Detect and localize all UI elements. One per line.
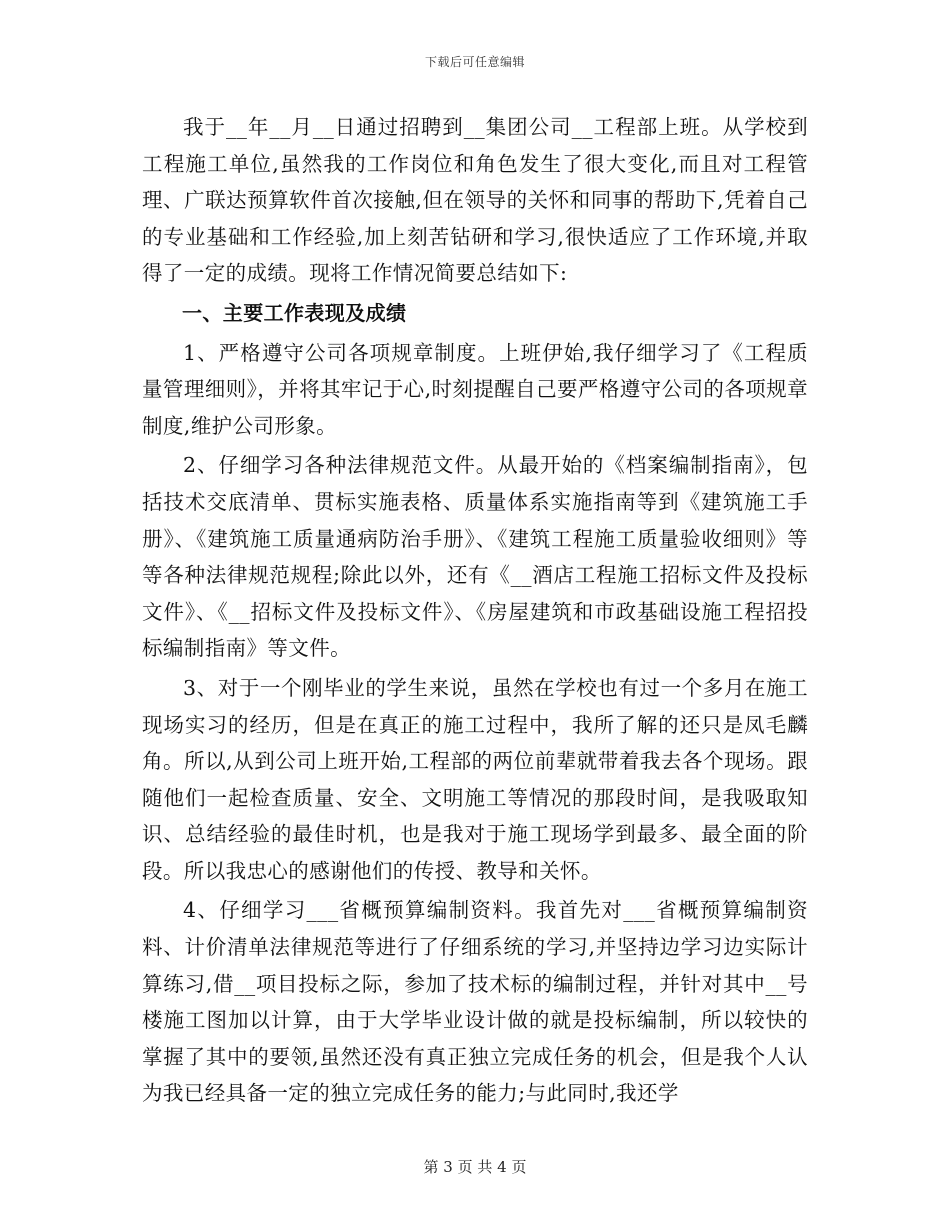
item-4-paragraph: 4、仔细学习___省概预算编制资料。我首先对___省概预算编制资料、计价清单法律规范等进行了仔细系统的学习,并坚持边学习边实际计算练习,借__项目投标之际，参加了技术标的编制过程，并针对其中__号楼施工图加以计算，由于大学毕业设计做的就是投标编制，所以较快的掌握了其中的要领,虽然还没有真正独立完成任务的机会，但是我个人认为我已经具备一定的独立完成任务的能力;与此同时,我还学: [142, 898, 808, 1106]
item-1-paragraph: 1、严格遵守公司各项规章制度。上班伊始,我仔细学习了《工程质量管理细则》，并将其牢记于心,时刻提醒自己要严格遵守公司的各项规章制度,维护公司形象。: [142, 340, 808, 438]
document-body: [142, 109, 808, 1115]
item-2-paragraph: 2、仔细学习各种法律规范文件。从最开始的《档案编制指南》，包括技术交底清单、贯标实施表格、质量体系实施指南等到《建筑施工手册》、《建筑施工质量通病防治手册》、《建筑工程施工质量验收细则》等等各种法律规范规程;除此以外，还有《__酒店工程施工招标文件及投标文件》、《__招标文件及投标文件》、《房屋建筑和市政基础设施工程招投标编制指南》等文件。: [142, 453, 808, 661]
section-heading: 一、主要工作表现及成绩: [182, 300, 407, 325]
page-number: 第 3 页 共 4 页: [423, 1158, 527, 1176]
page-header: 下载后可任意编辑: [424, 55, 525, 69]
item-3-paragraph: 3、对于一个刚毕业的学生来说，虽然在学校也有过一个多月在施工现场实习的经历，但是在真正的施工过程中，我所了解的还只是凤毛麟角。所以,从到公司上班开始,工程部的两位前辈就带着我去各个现场。跟随他们一起检查质量、安全、文明施工等情况的那段时间，是我吸取知识、总结经验的最佳时机，也是我对于施工现场学到最多、最全面的阶段。所以我忠心的感谢他们的传授、教导和关怀。: [142, 675, 808, 883]
intro-paragraph: 我于__年__月__日通过招聘到__集团公司__工程部上班。从学校到工程施工单位,虽然我的工作岗位和角色发生了很大变化,而且对工程管理、广联达预算软件首次接触,但在领导的关怀和同事的帮助下,凭着自己的专业基础和工作经验,加上刻苦钻研和学习,很快适应了工作环境,并取得了一定的成绩。现将工作情况简要总结如下:: [142, 115, 808, 286]
